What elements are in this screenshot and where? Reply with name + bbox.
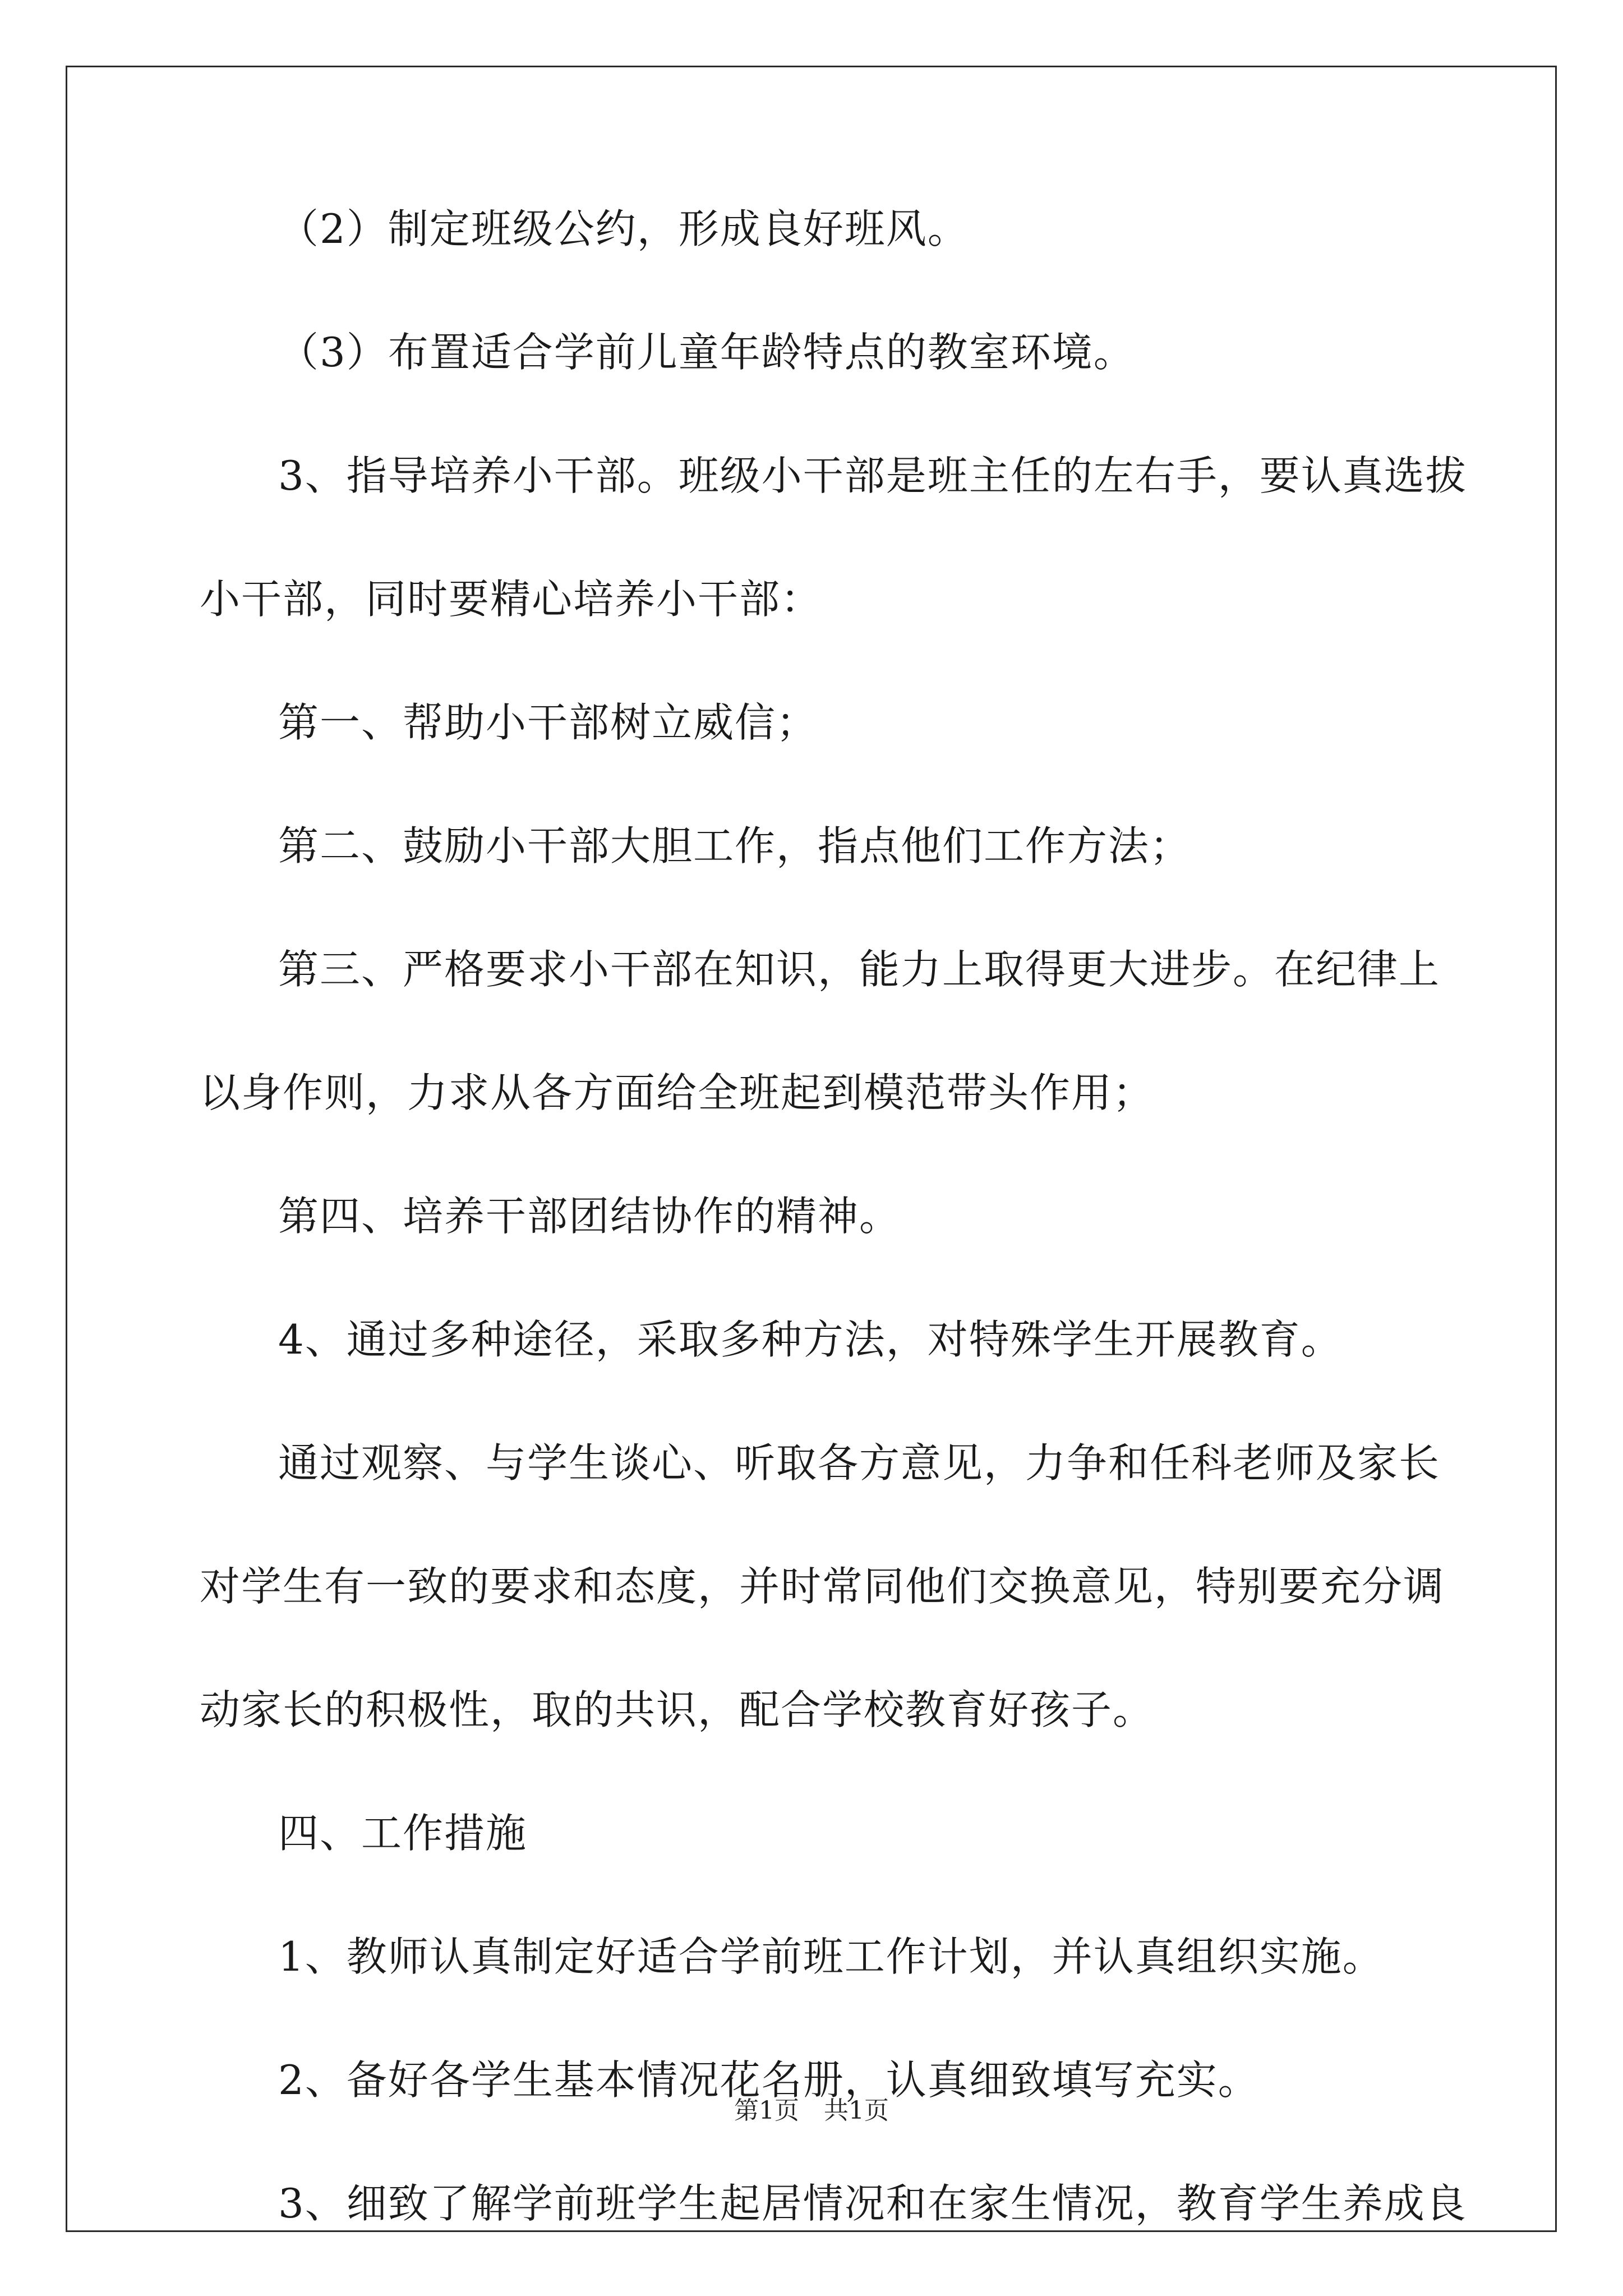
paragraph-line: 3、指导培养小干部。班级小干部是班主任的左右手，要认真选拔	[278, 452, 1467, 499]
paragraph-line: 以身作则，力求从各方面给全班起到模范带头作用；	[200, 1069, 1155, 1116]
paragraph-line: 第三、严格要求小干部在知识，能力上取得更大进步。在纪律上	[278, 946, 1441, 993]
paragraph-line: 第四、培养干部团结协作的精神。	[278, 1193, 901, 1240]
paragraph-line: 第一、帮助小干部树立威信；	[278, 699, 818, 746]
paragraph-line: 4、通过多种途径，采取多种方法，对特殊学生开展教育。	[278, 1316, 1343, 1363]
paragraph-line: 2、备好各学生基本情况花名册，认真细致填写充实。	[278, 2056, 1260, 2104]
paragraph-line: 通过观察、与学生谈心、听取各方意见，力争和任科老师及家长	[278, 1439, 1441, 1487]
paragraph-line: 3、细致了解学前班学生起居情况和在家生情况，教育学生养成良	[278, 2180, 1467, 2227]
paragraph-line: （2）制定班级公约，形成良好班风。	[278, 205, 969, 252]
page-footer: 第1页 共1页	[734, 2096, 889, 2125]
paragraph-line: 第二、鼓励小干部大胆工作，指点他们工作方法；	[278, 822, 1192, 869]
paragraph-line: 1、教师认真制定好适合学前班工作计划，并认真组织实施。	[278, 1933, 1384, 1980]
paragraph-line: （3）布置适合学前儿童年龄特点的教室环境。	[278, 329, 1135, 376]
paragraph-line: 对学生有一致的要求和态度，并时常同他们交换意见，特别要充分调	[200, 1563, 1445, 1610]
page-border	[66, 66, 1557, 2232]
section-heading: 四、工作措施	[278, 1810, 528, 1857]
paragraph-line: 动家长的积极性，取的共识，配合学校教育好孩子。	[200, 1686, 1155, 1733]
paragraph-line: 小干部，同时要精心培养小干部：	[200, 576, 823, 623]
